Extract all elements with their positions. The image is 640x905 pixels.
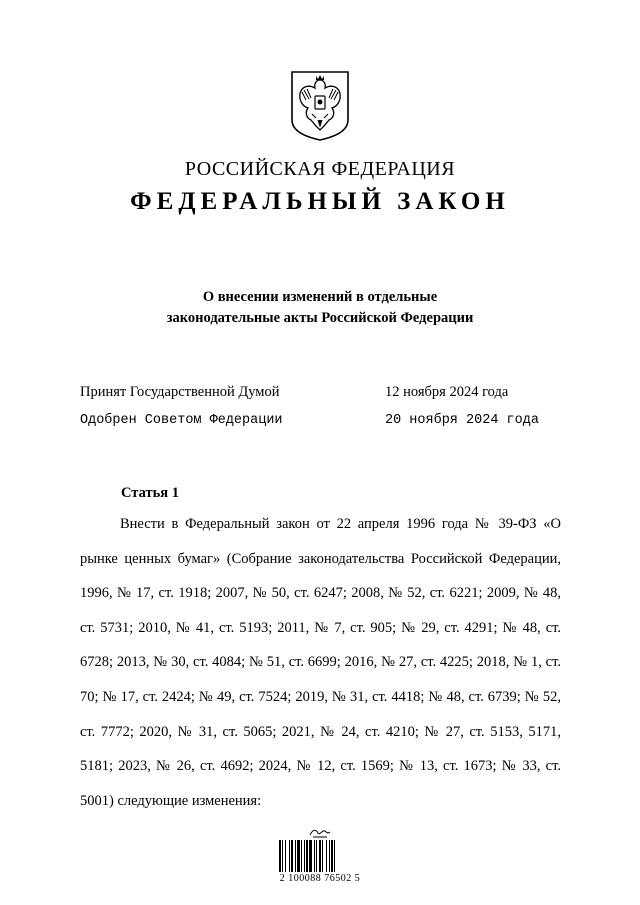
coat-of-arms-emblem [288,70,352,142]
duma-adoption-label: Принят Государственной Думой [80,384,280,400]
duma-adoption-date: 12 ноября 2024 года [385,384,509,400]
footer-barcode-block [0,826,640,884]
council-approval-date: 20 ноября 2024 года [385,413,539,428]
law-title [0,287,640,329]
council-approval-label: Одобрен Советом Федерации [80,413,283,428]
signature-mark-icon [307,826,333,838]
country-heading: РОССИЙСКАЯ ФЕДЕРАЦИЯ [184,158,456,180]
barcode-number: 2 100088 76502 5 [279,873,361,884]
document-type-heading: ФЕДЕРАЛЬНЫЙ ЗАКОН [130,188,510,215]
law-title-line-1: О внесении изменений в отдельные [202,289,438,305]
article-body: Внести в Федеральный закон от 22 апреля 1996 года № 39-ФЗ «О рынке ценных бумаг» (Собрание законодательства Российской Федерации, 1996, № 17, ст. 1918; 2007, № 50, ст. 6247; 2008, № 52, ст. 6221; 2009, № 48, ст. 5731; 2010, № 41, ст. 5193; 2011, № 7, ст. 905; № 29, ст. 4291; № 48, ст. 6728; 2013, № 30, ст. 4084; № 51, ст. 6699; 2016, № 27, ст. 4225; 2018, № 1, ст. 70; № 17, ст. 2424; № 49, ст. 7524; 2019, № 31, ст. 4418; № 48, ст. 6739; № 52, ст. 7772; 2020, № 31, ст. 5065; 2021, № 24, ст. 4210; № 27, ст. 5153, 5171, 5181; 2023, № 26, ст. 4692; 2024, № 12, ст. 1569; № 13, ст. 1673; № 33, ст. 5001) следующие изменения: [80,516,561,809]
law-title-line-2: законодательные акты Российской Федерации [166,310,474,326]
barcode-icon [278,840,362,872]
article-heading: Статья 1 [121,485,179,501]
